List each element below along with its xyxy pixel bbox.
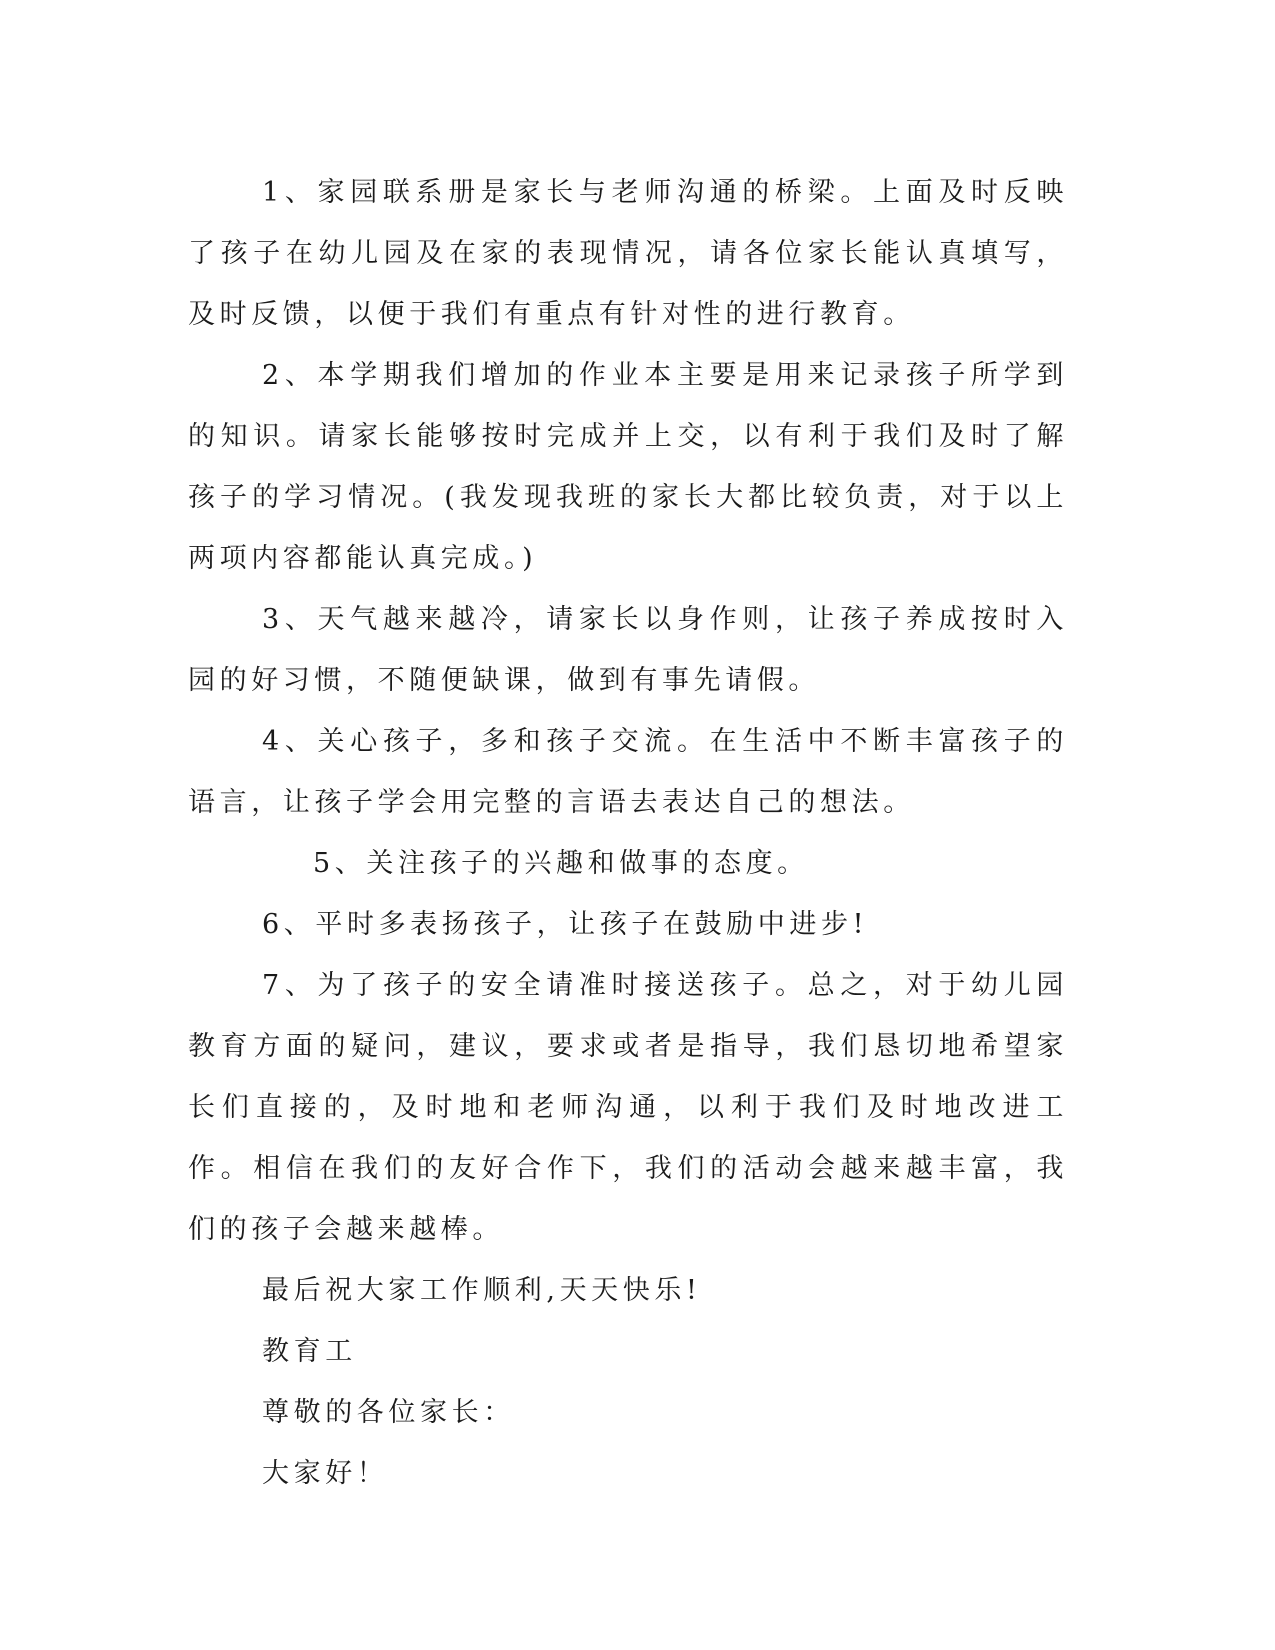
- paragraph-item-6: 6、平时多表扬孩子，让孩子在鼓励中进步!: [262, 909, 869, 940]
- paragraph-item-4: 4、关心孩子，多和孩子交流。在生活中不断丰富孩子的语言，让孩子学会用完整的言语去表达自己的想法。: [188, 726, 1068, 818]
- document-body: [188, 162, 1068, 1504]
- greeting: 大家好！: [262, 1458, 389, 1489]
- paragraph-item-3: 3、天气越来越冷，请家长以身作则，让孩子养成按时入园的好习惯，不随便缺课，做到有事先请假。: [188, 604, 1068, 696]
- paragraph-item-7: 7、为了孩子的安全请准时接送孩子。总之，对于幼儿园教育方面的疑问，建议，要求或者是指导，我们恳切地希望家长们直接的，及时地和老师沟通，以利于我们及时地改进工作。相信在我们的友好合作下，我们的活动会越来越丰富，我们的孩子会越来越棒。: [188, 970, 1068, 1245]
- closing-wish: 最后祝大家工作顺利,天天快乐!: [262, 1275, 702, 1306]
- paragraph-item-1: 1、家园联系册是家长与老师沟通的桥梁。上面及时反映了孩子在幼儿园及在家的表现情况，请各位家长能认真填写，及时反馈，以便于我们有重点有针对性的进行教育。: [188, 177, 1068, 330]
- paragraph-item-2: 2、本学期我们增加的作业本主要是用来记录孩子所学到的知识。请家长能够按时完成并上交，以有利于我们及时了解孩子的学习情况。(我发现我班的家长大都比较负责，对于以上两项内容都能认真完成。): [188, 360, 1068, 574]
- salutation: 尊敬的各位家长：: [262, 1397, 515, 1428]
- paragraph-item-5: 5、关注孩子的兴趣和做事的态度。: [313, 848, 809, 879]
- signature-line: 教育工: [262, 1336, 357, 1367]
